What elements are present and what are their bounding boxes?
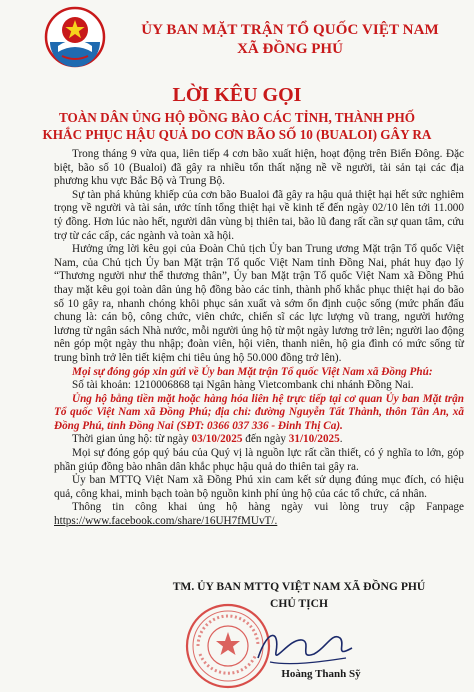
fatherland-front-logo [44, 6, 106, 68]
fanpage-text: Thông tin công khai ủng hộ hàng ngày vui lòng truy cập Fanpage [72, 501, 464, 514]
period-suffix: . [339, 433, 343, 446]
paragraph-commitment: Ủy ban MTTQ Việt Nam xã Đồng Phú xin cam kết sử dụng đúng mục đích, có hiệu quả, công khai, minh bạch toàn bộ nguồn kinh phí ủng hộ của các tổ chức, cá nhân. [54, 474, 464, 500]
paragraph-damage: Sự tàn phá khủng khiếp của cơn bão Bualoi đã gây ra hậu quả thiệt hại hết sức nghiêm trọng về người và tài sản, ước tính tổng thiệt hại về kinh tế đến ngày 02/10 lên tới 11.000 tỷ đồng. Hơn lúc nào hết, người dân vùng bị thiên tai, bão lũ đang rất cần sự quan tâm, cứu trợ từ các cấp, các ngành và toàn xã hội. [54, 188, 464, 242]
paragraph-cash-contact: Ủng hộ bằng tiền mặt hoặc hàng hóa liên hệ trực tiếp tại cơ quan Ủy ban Mặt trận Tổ quốc Việt Nam xã Đồng Phú; địa chỉ: đường Nguyễn Tất Thành, thôn Tân An, xã Đồng Phú, tỉnh Đồng Nai (SĐT: 0366 037 336 - Đinh Thị Ca). [54, 392, 464, 432]
paragraph-bank-account: Số tài khoản: 1210006868 tại Ngân hàng Vietcombank chi nhánh Đồng Nai. [72, 379, 414, 392]
document-body [54, 148, 464, 529]
period-prefix: Thời gian ủng hộ: từ ngày [72, 433, 192, 446]
paragraph-period [54, 433, 464, 447]
page-title: LỜI KÊU GỌI [172, 84, 302, 106]
paragraph-appeal: Hưởng ứng lời kêu gọi của Đoàn Chủ tịch Ủy ban Trung ương Mặt trận Tổ quốc Việt Nam, của Chủ tịch Ủy ban Mặt trận Tổ quốc Việt Nam tỉnh Đồng Nai, phát huy đạo lý “Thương người như thể thương thân”, Ủy ban Mặt trận Tổ quốc Việt Nam xã Đồng Phú thay mặt kêu gọi toàn dân ủng hộ đồng bào các tỉnh, thành phố khắc phục thiệt hại do bão số 10 gây ra, nhanh chóng khôi phục sản xuất và sớm ổn định cuộc sống (mức phấn đấu chung là: cán bộ, công chức, viên chức, chiến sĩ các lực lượng vũ trang, người hưởng lương từ ngân sách Nhà nước, mỗi người ủng hộ từ một ngày lương trở lên; người lao động nên góp một ngày thu nhập; đoàn viên, hội viên, thanh niên, hộ gia đình có mức sống từ trung bình trở lên tiết kiệm chi tiêu ủng hộ 50.000 đồng trở lên). [54, 243, 464, 364]
signature-title: CHỦ TỊCH [269, 597, 329, 610]
fanpage-link[interactable]: https://www.facebook.com/share/16UH7fMUvT/. [54, 515, 278, 528]
paragraph-storm-overview: Trong tháng 9 vừa qua, liên tiếp 4 cơn bão xuất hiện, hoạt động trên Biển Đông. Đặc biệt, bão số 10 (Bualoi) đã gây ra nhiều tổn thất nặng nề về người, tài sản tại các địa phương khu vực Bắc Bộ và Trung Bộ. [54, 148, 464, 188]
period-from-date: 03/10/2025 [191, 433, 243, 446]
handwritten-signature [250, 618, 360, 674]
paragraph-contribution-header: Mọi sự đóng góp xin gửi về Ủy ban Mặt trận Tổ quốc Việt Nam xã Đồng Phú: [72, 365, 433, 378]
signature-org-line: TM. ỦY BAN MTTQ VIỆT NAM XÃ ĐỒNG PHÚ [172, 580, 426, 593]
paragraph-fanpage [54, 501, 464, 528]
period-to-date: 31/10/2025 [288, 433, 340, 446]
period-mid: đến ngày [242, 433, 289, 446]
signer-name: Hoàng Thanh Sỹ [281, 668, 361, 680]
subtitle-line1: TOÀN DÂN ỦNG HỘ ĐỒNG BÀO CÁC TỈNH, THÀNH PHỐ [58, 110, 416, 125]
org-name-line1: ỦY BAN MẶT TRẬN TỔ QUỐC VIỆT NAM [141, 22, 439, 38]
subtitle-line2: KHẮC PHỤC HẬU QUẢ DO CƠN BÃO SỐ 10 (BUALOI) GÂY RA [42, 127, 432, 142]
org-name-line2: XÃ ĐỒNG PHÚ [237, 41, 343, 57]
paragraph-gratitude: Mọi sự đóng góp quý báu của Quý vị là nguồn lực rất cần thiết, có ý nghĩa to lớn, góp phần giúp đồng bào nhân dân khắc phục hậu quả do thiên tai gây ra. [54, 447, 464, 473]
